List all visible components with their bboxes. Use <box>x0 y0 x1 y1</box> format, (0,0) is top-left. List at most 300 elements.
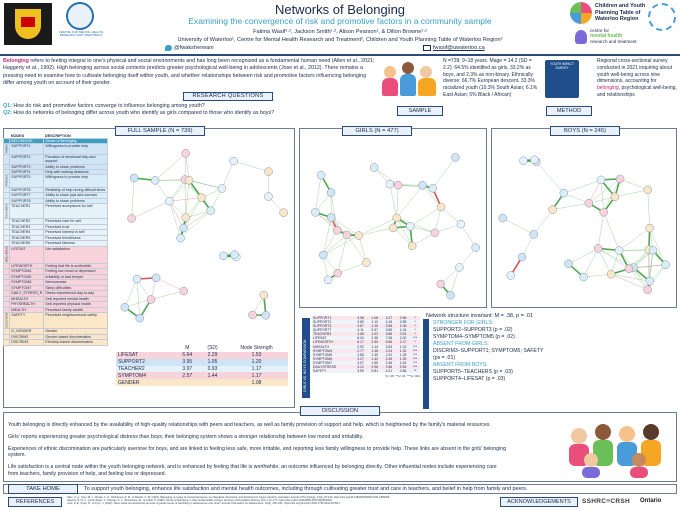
network-node <box>507 271 515 279</box>
comparison-cell: SYMPTOM4 <box>313 348 332 353</box>
network-node <box>616 175 624 183</box>
method-text-a: Regional cross-sectional survey conducted in 2021 inquiring about youth well-being across nine dimensions, accounting for <box>597 58 673 85</box>
network-node <box>219 252 227 260</box>
network-node <box>151 176 159 184</box>
twitter-icon <box>165 45 172 51</box>
comparison-cell: 4.27 <box>385 316 393 320</box>
nodes-table <box>3 134 108 346</box>
network-node <box>147 295 155 303</box>
youth-illustration <box>382 58 438 98</box>
comparison-cell: 1.55 <box>371 360 378 365</box>
question-1 <box>3 103 375 109</box>
node-description: Feeling that life is worthwhile <box>44 263 108 268</box>
network-node <box>180 224 188 232</box>
network-node <box>370 164 378 172</box>
node-description: Feeling low mood or depressed <box>44 269 108 274</box>
network-node <box>419 181 427 189</box>
network-node <box>177 234 185 242</box>
centrality-cell: 3.95 <box>182 359 193 366</box>
comparison-cell: *** <box>413 348 418 353</box>
cmh-logo-icon <box>575 30 587 44</box>
discussion-text <box>8 422 508 483</box>
node-name: SUPPORT3 <box>10 164 44 169</box>
network-node <box>130 174 138 182</box>
node-name: LIFEWORTH <box>10 263 44 268</box>
reference-3: Jose, P. E., Ryan, N., & Pryor, J. (2012). Does social connectedness promote a greater sense of well-being in adolescence over time? Journal of Research on Adolescence, 22(2), 235–251. https://doi.org/10.1111/j.1532-7795.2012.00783.x <box>67 502 341 506</box>
network-edge <box>390 184 397 218</box>
network-edge <box>620 179 648 190</box>
cyp-logo <box>570 2 660 24</box>
method-text-b: belonging <box>597 85 619 91</box>
comparison-cell: 4.21 <box>385 369 393 374</box>
network-edge <box>598 212 604 248</box>
network-edge <box>553 203 589 209</box>
network-node <box>564 260 572 268</box>
node-row <box>4 313 108 329</box>
comparison-cell: 0.96 <box>399 316 407 320</box>
intro-text: refers to feeling integral to one's physical and social environments and has long been recognized as a fundamental human need (Allen et al., 2021; Haggerty et al., 1992). High belonging across social contexts predicts greater psychological well-being in adolescents (Jose et al., 2012). There remains a pressing need to examine how to cultivate belonging itself within youth, and whether relationships between risk and promotive factors influencing belonging differ among youth on account of their gender. <box>3 58 375 86</box>
comparison-cell: ** <box>413 369 417 374</box>
network-node <box>585 199 593 207</box>
comparison-table <box>312 316 420 378</box>
comparison-cell: * <box>414 320 416 325</box>
cyp-logo-icon <box>570 2 592 24</box>
network-node <box>333 226 341 234</box>
centrality-cell: LIFESAT <box>118 352 138 359</box>
network-node <box>625 265 633 273</box>
comparison-cell: 3.98 <box>385 324 393 329</box>
network-node <box>136 314 144 322</box>
twitter-handle[interactable] <box>165 45 214 51</box>
comparison-cell: 2.88 <box>357 352 364 357</box>
sshrc-logo: SSHRC≡CRSH <box>582 498 630 505</box>
network-node <box>334 269 342 277</box>
centrality-cell: SYMPTOM4 <box>118 372 146 379</box>
comparison-cell: 1.14 <box>371 344 378 349</box>
comparison-cell: MHEALTH <box>313 344 329 349</box>
cmh-line1: centre for <box>590 28 610 33</box>
method-header: METHOD <box>546 106 592 116</box>
network-node <box>437 280 445 288</box>
network-node <box>218 184 226 192</box>
network-node <box>230 157 238 165</box>
network-node <box>182 214 190 222</box>
references-list <box>67 496 497 506</box>
comparison-cell: * <box>414 332 416 337</box>
network-node <box>431 229 439 237</box>
node-description: Help with making decisions <box>44 169 108 174</box>
comparison-cell: *** <box>413 344 418 349</box>
network-node <box>455 263 463 271</box>
network-edge <box>604 212 619 250</box>
email-link[interactable] <box>423 45 485 51</box>
network-node <box>580 273 588 281</box>
comparison-cell: *** <box>413 356 418 361</box>
inv-l3: DISCRIM3–SUPPORT1; SYMPTOM5; SAFETY <box>433 348 544 355</box>
network-edge <box>648 190 650 228</box>
node-row <box>4 154 108 164</box>
comparison-cell: 1.02 <box>371 332 378 337</box>
inv-l2: SYMPTOM4–SYMPTOM5 (p = .02) <box>433 334 515 341</box>
centrality-table <box>116 344 288 386</box>
node-description: Ability to share joys and sorrows <box>44 193 108 198</box>
comparison-cell: 2.00 <box>399 336 407 341</box>
inv-l5: SUPPORT5–TEACHERS (p = .03) <box>433 369 513 376</box>
network-node <box>264 193 272 201</box>
cyp-logo-text: Children and Youth Planning Table of Waterloo Region <box>595 3 646 23</box>
node-description: Willingness to provide help <box>44 175 108 187</box>
node-name: SUPPORT5 <box>10 175 44 187</box>
boys-header: BOYS (N = 245) <box>550 126 620 136</box>
comparison-cell: 0.86 <box>399 369 407 374</box>
university-logo <box>4 3 52 45</box>
node-name: SUPPORT2 <box>10 154 44 164</box>
node-name: DISCRIM3 <box>10 340 44 345</box>
node-description: Perceived family wealth <box>44 307 108 312</box>
authors-affiliations: University of Waterloo¹, Centre for Mental Health Research and Treatment², Children and Youth Planning Table of Waterloo Region³ <box>177 36 503 43</box>
network-node <box>128 215 136 223</box>
comparison-cell: SYMPTOM6 <box>313 356 332 361</box>
network-edge <box>185 180 186 218</box>
comparison-cell: 4.16 <box>385 320 393 325</box>
network-edge <box>156 278 184 291</box>
node-description: Perceived friendliness <box>44 235 108 240</box>
network-edge <box>503 218 534 234</box>
comparison-cell: 3.12 <box>357 364 364 369</box>
header-divider <box>0 54 680 56</box>
centrality-cell: 6.64 <box>182 352 193 359</box>
girls-network <box>302 138 484 306</box>
desc-col-header: DESCRIPTION <box>44 134 71 138</box>
network-node <box>408 242 416 250</box>
comparison-cell: 1.39 <box>399 356 407 361</box>
centrality-row <box>116 366 288 373</box>
network-node <box>615 246 623 254</box>
network-node <box>327 213 335 221</box>
network-node <box>389 224 397 232</box>
network-node <box>594 244 602 252</box>
network-node <box>437 203 445 211</box>
centrality-cell: TEACHER2 <box>118 365 145 372</box>
node-description: Perceived acceptance for self <box>44 204 108 219</box>
comparison-cell: 2.50 <box>371 340 378 345</box>
network-node <box>207 207 215 215</box>
node-description: Reliability of help during difficult times <box>44 187 108 192</box>
comparison-cell: 3.07 <box>357 360 364 365</box>
discussion-p3: Experiences of ethnic discrimination are particularly aversive for boys, and are linked to feeling less safe, more irritable, and reporting less family willingness to provide help. These links are absent in the girls' belonging system. <box>8 445 506 459</box>
mail-icon <box>423 45 431 51</box>
comparison-cell: 3.89 <box>357 320 364 325</box>
discussion-p4: Life satisfaction is a central node within the youth belonging network, and is enhanced by feeling that life is worthwhile, an outcome influenced by belonging directly. Other influential nodes include experiencing care from teachers, family provision of help, and feeling low or depressed. <box>8 464 497 477</box>
network-edge <box>598 248 611 274</box>
node-description: Gender-based discrimination <box>44 334 108 339</box>
centrality-cell <box>175 379 200 386</box>
network-node <box>499 214 507 222</box>
comparison-cell: 2.46 <box>385 360 393 365</box>
network-node <box>152 274 160 282</box>
node-name: SUPPORT8 <box>10 198 44 203</box>
network-edge <box>615 190 648 197</box>
node-row <box>4 204 108 219</box>
network-node <box>260 291 268 299</box>
node-name: TEACHER1 <box>10 204 44 219</box>
network-node <box>600 208 608 216</box>
comparison-cell: *** <box>413 352 418 357</box>
network-node <box>262 311 270 319</box>
take-home-header: TAKE HOME <box>8 484 78 494</box>
discussion-header: DISCUSSION <box>300 406 380 416</box>
comparison-cell: 7.08 <box>385 336 393 341</box>
intro-keyword: Belonging <box>3 58 29 64</box>
comparison-cell: 1.02 <box>399 344 407 349</box>
comparison-side-label: GIRLS VS. BOYS COMPARISON <box>302 318 310 398</box>
inv-h3: ABSENT FROM BOYS: <box>433 362 488 369</box>
node-row <box>4 193 108 198</box>
node-description: Ability to share problems <box>44 164 108 169</box>
network-node <box>386 180 394 188</box>
network-node <box>317 171 325 179</box>
comparison-cell: * <box>414 328 416 333</box>
node-name: WEALTH <box>10 307 44 312</box>
network-edge <box>536 162 564 194</box>
node-row <box>4 340 108 345</box>
centrality-cell: 1.05 <box>207 359 218 366</box>
network-node <box>311 208 319 216</box>
node-group-cell <box>4 340 10 345</box>
comparison-cell: * <box>414 316 416 320</box>
authors-names: Fatima Wasif¹·², Jackson Smith¹·², Alison Pearson¹, & Dillon Browne¹·² <box>253 29 427 35</box>
comparison-cell: 6.34 <box>357 336 364 341</box>
network-node <box>597 176 605 184</box>
node-row <box>4 291 108 296</box>
node-group-cell <box>4 334 10 339</box>
node-description: Irritability or bad temper <box>44 274 108 279</box>
comparison-row <box>312 369 420 373</box>
node-group-cell: SOCIO-DEM <box>5 313 8 329</box>
node-group-cell: FRIENDS <box>5 175 8 187</box>
node-row <box>4 175 108 187</box>
network-node <box>182 149 190 157</box>
comparison-cell: *** <box>413 364 418 369</box>
centrality-col-header <box>116 344 175 352</box>
q2-label: Q2: <box>3 110 12 116</box>
sample-description: N =739; 9–18 years. Mage = 14.2 (SD = 2.2). 64.5% identified as girls, 33.2% as boys, and 2.3% as non-binary. Ethnically diverse: 66.7% European descent, 33.3% racialized youth (10.3% South Asian; 6.1% East Asian; 5% Black / African) <box>443 58 538 98</box>
discussion-p2: Girls' reports experiencing greater psychological distress than boys; their belonging system shows a stronger relationship between low mood and irritability. <box>8 433 364 440</box>
reference-1: Allen, K. A., Kern, M. L., Rozek, C. S., McInerney, D. M., & Slavich, G. M. (2021). Belonging: a review of conceptual issues, an integrative framework, and directions for future research. Australian Journal of Psychology, 73(1), 87-102. https://doi.org/10.1080/00049530.2021.1883409 <box>67 496 390 499</box>
comparison-cell: 1.04 <box>399 328 407 333</box>
node-name: TEACHER6 <box>10 241 44 246</box>
node-group-cell <box>4 198 10 203</box>
node-description: Perceived interest in self <box>44 230 108 235</box>
centrality-cell: 1.44 <box>207 372 218 379</box>
twitter-text: @fwaksherwani <box>174 45 214 51</box>
comparison-cell: 1.35 <box>371 352 378 357</box>
comparison-cell: * <box>414 324 416 329</box>
comparison-cell: 0.91 <box>399 332 407 337</box>
network-node <box>611 193 619 201</box>
comparison-cell: DAILYSTRESS <box>313 364 337 369</box>
take-home-text: To support youth belonging, enhance life satisfaction and mental health outcomes, including through cultivating greater trust and care in teachers, and belief in help from family and peers. <box>84 486 528 492</box>
cmh-line2: mental health <box>590 33 623 40</box>
comparison-cell: 1.08 <box>371 316 378 320</box>
network-edge <box>410 207 441 226</box>
node-name: BELONGING <box>10 139 44 144</box>
node-name: SYMPTOM6 <box>10 280 44 285</box>
network-node <box>530 230 538 238</box>
centrality-cell: GENDER <box>118 379 140 386</box>
invariance-results <box>433 320 583 383</box>
inv-l6: SUPPORT4–LIFESAT (p = .03) <box>433 376 506 383</box>
network-node <box>446 291 454 299</box>
node-description: Self-reported mental health <box>44 296 108 301</box>
centrality-col-header: Node Strength <box>240 345 273 351</box>
network-edge <box>137 279 140 318</box>
comparison-cell: 1.06 <box>399 324 407 329</box>
centrality-cell <box>200 379 225 386</box>
comparison-cell: 2.22 <box>385 352 393 357</box>
network-edge <box>222 161 234 188</box>
node-name: MHEALTH <box>10 296 44 301</box>
node-name: SUPPORT6 <box>10 187 44 192</box>
cmh-line3: research and treatment <box>590 39 637 45</box>
network-node <box>644 286 652 294</box>
comparison-cell: 0.96 <box>371 364 378 369</box>
comparison-cell: 1.42 <box>371 356 378 361</box>
comparison-cell: 2.92 <box>357 344 364 349</box>
node-description: Perceived trust <box>44 224 108 229</box>
comparison-cell: 1.32 <box>399 348 407 353</box>
poster-title: Networks of Belonging <box>274 2 406 17</box>
network-node <box>165 197 173 205</box>
comparison-cell: 3.67 <box>357 324 364 329</box>
network-node <box>607 270 615 278</box>
network-edge <box>151 291 184 299</box>
boys-network <box>494 138 674 306</box>
comparison-cell: *** <box>413 360 418 365</box>
network-edge <box>125 279 137 307</box>
comparison-cell: 1.25 <box>371 324 378 329</box>
centrality-cell: 2.57 <box>182 372 193 379</box>
node-description: Willingness to provide help <box>44 144 108 154</box>
comparison-cell: LIFESAT <box>313 336 327 341</box>
node-name: TEACHER2 <box>10 219 44 224</box>
comparison-cell: 6.86 <box>385 340 393 345</box>
network-node <box>393 214 401 222</box>
network-node <box>327 189 335 197</box>
node-description: Stress experienced day-to-day <box>44 291 108 296</box>
network-edge <box>359 228 393 236</box>
method-description <box>597 58 679 99</box>
node-group-cell <box>4 296 10 301</box>
network-edge <box>397 185 398 218</box>
nodes-col-header: NODES <box>10 134 25 138</box>
cmhr-logo <box>66 2 94 30</box>
comparison-cell: *** <box>413 336 418 341</box>
network-node <box>185 176 193 184</box>
comparison-cell: 2.77 <box>357 348 364 353</box>
network-node <box>457 220 465 228</box>
network-node <box>230 251 238 259</box>
node-group-cell: TEACHERS <box>5 204 8 219</box>
network-edge <box>338 262 367 273</box>
survey-label: YOUTH IMPACT SURVEY <box>550 62 574 70</box>
centrality-cell: 1.17 <box>251 372 262 379</box>
centrality-row <box>116 372 288 379</box>
centrality-row <box>116 352 288 359</box>
node-row <box>4 144 108 154</box>
network-edge <box>534 210 553 235</box>
node-row <box>4 246 108 263</box>
q1-label: Q1: <box>3 103 12 109</box>
network-edge <box>564 180 601 193</box>
network-node <box>549 206 557 214</box>
centrality-cell: 1.08 <box>251 379 262 386</box>
comparison-cell: SUPPORT2 <box>313 320 332 325</box>
acknowledgements-header: ACKNOWLEDGEMENTS <box>500 497 578 507</box>
network-node <box>429 184 437 192</box>
centrality-row <box>116 379 288 386</box>
node-description: Life satisfaction <box>44 246 108 263</box>
centrality-cell: 0.93 <box>207 365 218 372</box>
node-group-cell: WELL-BEING <box>5 246 8 263</box>
node-name: DISCRIM2 <box>10 334 44 339</box>
network-edge <box>315 175 321 212</box>
network-edge <box>568 248 598 263</box>
node-name: TEACHER4 <box>10 230 44 235</box>
centrality-cell: 1.53 <box>251 352 262 359</box>
network-node <box>649 246 657 254</box>
network-node <box>646 224 654 232</box>
comparison-cell: 0.81 <box>371 369 378 374</box>
centrality-cell: SUPPORT2 <box>118 359 145 366</box>
node-description: Perceived fairness <box>44 241 108 246</box>
inv-l4: (ps = .01) <box>433 355 456 362</box>
centrality-col-header: (SD) <box>207 345 218 351</box>
inv-l1: SUPPORT2–SUPPORT3 (p = .02) <box>433 327 513 334</box>
node-description: Ability to share problems <box>44 198 108 203</box>
network-node <box>472 244 480 252</box>
comparison-cell: SUPPORT3 <box>313 324 332 329</box>
youth-group-illustration <box>565 416 673 478</box>
comparison-cell: 3.98 <box>357 316 364 320</box>
discussion-p1: Youth belonging is directly enhanced by the availability of high-quality relationships with peers and teachers, as well as family provision of support and help, which is heightened by the family's material resources. <box>8 422 491 428</box>
centrality-col-header: M <box>185 345 190 351</box>
node-group-cell <box>4 274 10 279</box>
node-description: Nervousness <box>44 280 108 285</box>
network-node <box>249 311 257 319</box>
network-node <box>280 209 288 217</box>
node-name: SUPPORT1 <box>10 144 44 154</box>
method-text-c: , psychological well-being, and relationships <box>597 85 677 98</box>
comparison-cell: 0.97 <box>371 328 378 333</box>
centrality-cell: 1.17 <box>251 365 262 372</box>
network-node <box>363 258 371 266</box>
comparison-cell: SUPPORT7 <box>313 328 332 333</box>
comparison-cell: SYMPTOM7 <box>313 360 332 365</box>
node-description: Perceived neighbourhood safety <box>44 313 108 329</box>
node-name: SYMPTOM7 <box>10 285 44 290</box>
cmhr-logo-text: CENTRE FOR MENTAL HEALTH RESEARCH AND TREATMENT <box>58 30 104 38</box>
network-node <box>518 253 526 261</box>
node-name: LIFESAT <box>10 246 44 263</box>
network-node <box>644 186 652 194</box>
girls-header: GIRLS (N = 477) <box>342 126 412 136</box>
q2-text: How do networks of belonging differ across youth who identify as girls compared to those who identify as boys? <box>11 110 275 116</box>
comparison-cell: 3.27 <box>357 356 364 361</box>
node-description: Provision of emotional help and support <box>44 154 108 164</box>
comparison-cell: SYMPTOM5 <box>313 352 332 357</box>
nct-side-bar <box>423 319 429 409</box>
